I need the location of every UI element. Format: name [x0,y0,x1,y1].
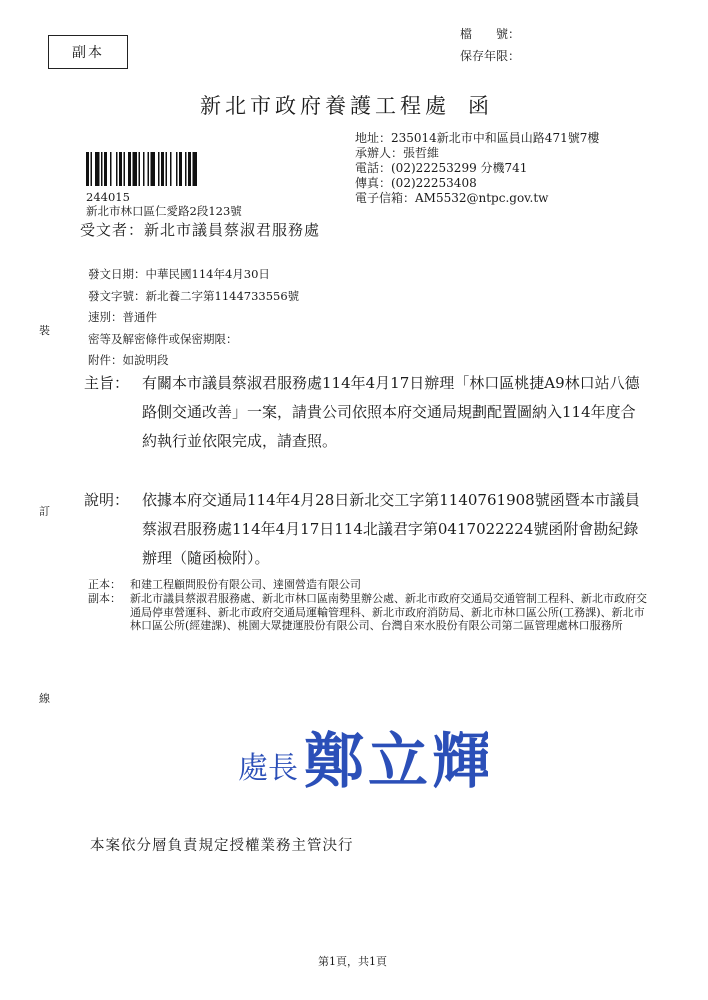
barcode-address: 新北市林口區仁愛路2段123號 [86,204,242,218]
contact-fax: 傳真：(02)22253408 [355,176,477,190]
issue-date: 發文日期：中華民國114年4月30日 [88,267,270,281]
barcode-image [86,152,248,186]
barcode-bar [143,152,145,186]
barcode-bar [95,152,100,186]
retention-label: 保存年限： [460,49,521,63]
contact-handler: 承辦人：張哲維 [355,146,440,160]
barcode-bar [158,152,160,186]
copy-stamp [48,35,128,69]
contact-phone: 電話：(02)22253299 分機741 [355,161,528,175]
contact-address: 地址：235014新北市中和區員山路471號7樓 [355,131,600,145]
copy-label: 副本 [72,45,104,61]
file-number-label: 檔 號： [460,27,521,41]
contact-email: 電子信箱：AM5532@ntpc.gov.tw [355,191,549,205]
recipient: 受文者：新北市議員蔡淑君服務處 [80,221,321,239]
barcode-bar [176,152,178,186]
contact-block [355,131,599,206]
barcode-zip: 244015 [86,190,130,204]
barcode-bar [110,152,112,186]
barcode-bar [185,152,187,186]
document-meta [88,264,299,372]
barcode-bar [124,152,126,186]
page-number: 第1頁，共1頁 [318,955,387,968]
barcode-bar [161,152,164,186]
barcode-bar [128,152,131,186]
barcode-bar [104,152,107,186]
signature-seal [238,712,488,796]
binding-mark-top: 裝 [39,324,50,337]
binding-mark-bottom: 線 [39,692,50,705]
copy-recipients [88,592,650,633]
document-title [200,90,493,120]
copy-list: 新北市議員蔡淑君服務處、新北市林口區南勢里辦公處、新北市政府交通局交通管制工程科、新北市政府交通局停車營運科、新北市政府交通局運輸管理科、新北市政府消防局、新北市林口區公所(工務課)、新北市林口區公所(經建課)、桃園大眾捷運股份有限公司、台灣自來水股份有限公司第二區管理處林口服務所 [130,592,647,632]
binding-mark-middle: 訂 [39,505,50,518]
subject-section [84,369,644,456]
signature-title: 處長 [238,751,298,786]
subject-label: 主旨： [84,374,130,392]
delegation-note: 本案依分層負責規定授權業務主管決行 [90,838,354,854]
barcode-bar [139,152,141,186]
barcode-bar [86,152,89,186]
original-label: 正本： [88,578,121,591]
original-recipients [88,578,650,592]
barcode-bar [133,152,138,186]
original-list: 和建工程顧問股份有限公司、達園營造有限公司 [130,578,361,591]
barcode-bar [116,152,118,186]
barcode-bar [148,152,150,186]
barcode-bar [119,152,122,186]
signature-name: 鄭立輝 [304,727,488,796]
subject-text: 有關本市議員蔡淑君服務處114年4月17日辦理「林口區桃捷A9林口站八德路側交通改善」一案，請貴公司依照本府交通局規劃配置圖納入114年度合約執行並依限完成，請查照。 [142,374,640,450]
barcode-bar [179,152,182,186]
barcode-bar [101,152,103,186]
barcode-bar [170,152,172,186]
postal-barcode [86,152,248,190]
signature-image [238,712,488,796]
barcode-bar [193,152,198,186]
explanation-section [84,486,644,573]
barcode-bar [166,152,168,186]
attachment: 附件：如說明段 [88,353,169,367]
copy-recipients-label: 副本： [88,592,121,605]
barcode-bar [151,152,156,186]
secrecy-level: 密等及解密條件或保密期限： [88,331,238,346]
barcode-bar [91,152,93,186]
explanation-label: 說明： [84,491,130,509]
delivery-speed: 速別：普通件 [88,310,157,324]
document-number: 發文字號：新北養二字第1144733556號 [88,288,300,303]
explanation-text: 依據本府交通局114年4月28日新北交工字第1140761908號函暨本市議員蔡淑君服務處114年4月17日114北議君字第0417022224號函附會勘紀錄辦理（隨函檢附）。 [142,491,640,567]
barcode-bar [188,152,191,186]
document-type: 函 [468,94,493,118]
agency-name: 新北市政府養護工程處 [200,94,450,118]
